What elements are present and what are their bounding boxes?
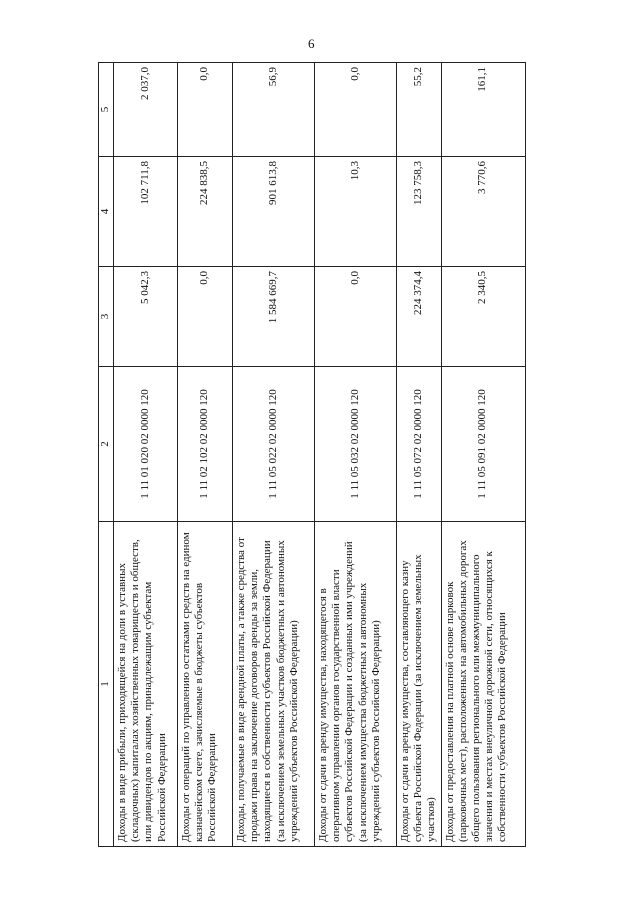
column-header-5: 5 xyxy=(99,63,114,157)
table-row xyxy=(114,63,178,847)
row-description: Доходы, получаемые в виде арендной платы, а также средства от продажи права на заключение договоров аренды за земли, находящиеся в собственности субъектов Российской Федерации (за исключением земельных участков бюджетных и автономных учреждений субъектов Российской Федерации) xyxy=(233,522,315,847)
revenue-table xyxy=(98,62,526,847)
row-col5: 0,0 xyxy=(178,63,233,157)
row-code: 1 11 05 032 02 0000 120 xyxy=(315,367,397,522)
row-col3: 2 340,5 xyxy=(441,267,525,367)
row-col3: 5 042,3 xyxy=(114,267,178,367)
row-code: 1 11 05 072 02 0000 120 xyxy=(397,367,442,522)
row-description: Доходы от операций по управлению остатками средств на едином казначейском счете, зачисляемые в бюджеты субъектов Российской Федерации xyxy=(178,522,233,847)
table-row xyxy=(233,63,315,847)
row-col3: 0,0 xyxy=(315,267,397,367)
row-col5: 0,0 xyxy=(315,63,397,157)
table-row xyxy=(441,63,525,847)
row-col4: 3 770,6 xyxy=(441,157,525,267)
row-col4: 224 838,5 xyxy=(178,157,233,267)
rotated-table-container xyxy=(98,63,523,847)
row-col4: 102 711,8 xyxy=(114,157,178,267)
row-description: Доходы в виде прибыли, приходящейся на доли в уставных (складочных) капиталах хозяйственных товариществ и обществ, или дивидендов по акциям, принадлежащим субъектам Российской Федерации xyxy=(114,522,178,847)
table-row xyxy=(178,63,233,847)
column-header-1: 1 xyxy=(99,522,114,847)
row-col4: 123 758,3 xyxy=(397,157,442,267)
row-col5: 161,1 xyxy=(441,63,525,157)
row-col4: 10,3 xyxy=(315,157,397,267)
row-description: Доходы от сдачи в аренду имущества, находящегося в оперативном управлении органов государственной власти субъектов Российской Федерации и созданных ими учреждений (за исключением имущества бюджетных и автономных учреждений субъектов Российской Федерации) xyxy=(315,522,397,847)
column-header-3: 3 xyxy=(99,267,114,367)
row-col5: 2 037,0 xyxy=(114,63,178,157)
row-col5: 56,9 xyxy=(233,63,315,157)
row-col3: 224 374,4 xyxy=(397,267,442,367)
row-code: 1 11 02 102 02 0000 120 xyxy=(178,367,233,522)
page-number: 6 xyxy=(308,36,315,51)
table-header-row xyxy=(99,63,114,847)
table-row xyxy=(315,63,397,847)
row-description: Доходы от сдачи в аренду имущества, составляющего казну субъекта Российской Федерации (за исключением земельных участков) xyxy=(397,522,442,847)
row-col4: 901 613,8 xyxy=(233,157,315,267)
row-col5: 55,2 xyxy=(397,63,442,157)
column-header-2: 2 xyxy=(99,367,114,522)
table-row xyxy=(397,63,442,847)
row-code: 1 11 05 091 02 0000 120 xyxy=(441,367,525,522)
column-header-4: 4 xyxy=(99,157,114,267)
row-description: Доходы от предоставления на платной основе парковок (парковочных мест), расположенных на автомобильных дорогах общего пользования регионального или межмуниципального значения и местах внеуличной дорожной сети, относящихся к собственности субъектов Российской Федерации xyxy=(441,522,525,847)
row-code: 1 11 01 020 02 0000 120 xyxy=(114,367,178,522)
row-col3: 0,0 xyxy=(178,267,233,367)
row-code: 1 11 05 022 02 0000 120 xyxy=(233,367,315,522)
row-col3: 1 584 669,7 xyxy=(233,267,315,367)
